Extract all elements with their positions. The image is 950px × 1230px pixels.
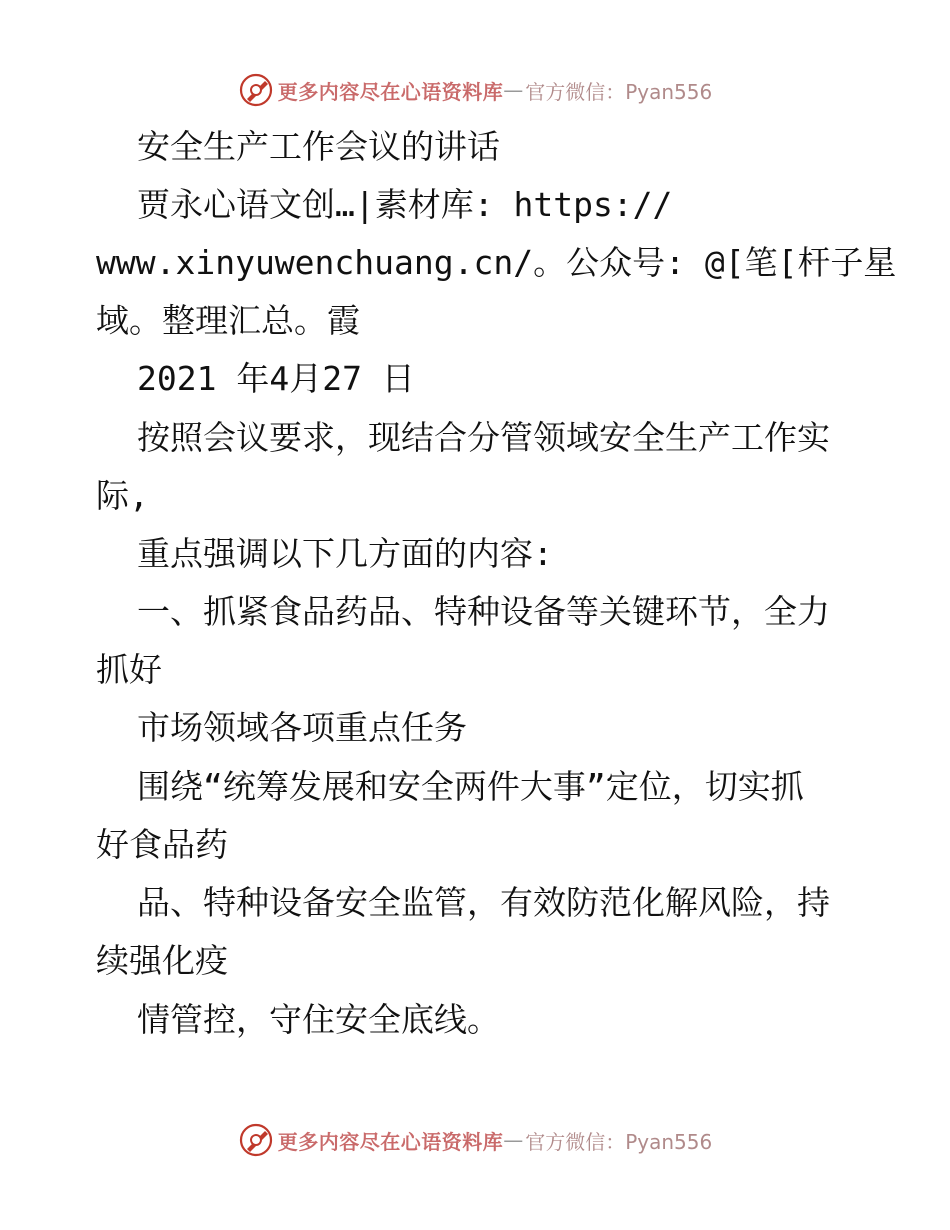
section-heading: 一、抓紧食品药品、特种设备等关键环节，全力 <box>137 592 830 631</box>
text-line: 域。整理汇总。霞 <box>96 301 360 340</box>
banner-wechat-text: 官方微信：Pyan556 <box>525 1129 713 1154</box>
section-heading-cont: 抓好 <box>96 650 162 689</box>
header-banner <box>0 70 950 110</box>
text-line: 续强化疫 <box>96 941 228 980</box>
banner-dash: — <box>503 78 524 102</box>
text-line: 市场领域各项重点任务 <box>137 708 467 747</box>
text-line: 贾永心语文创…|素材库: https:// <box>137 185 673 224</box>
banner-main-text: 更多内容尽在心语资料库 <box>277 79 504 104</box>
text-line: 情管控，守住安全底线。 <box>137 1000 500 1039</box>
banner-wechat-text: 官方微信：Pyan556 <box>525 79 713 104</box>
text-line: 按照会议要求，现结合分管领域安全生产工作实 <box>137 418 830 457</box>
text-line: www.xinyuwenchuang.cn/。公众号: @[笔[杆子星 <box>96 243 897 282</box>
brand-logo-icon <box>238 1122 274 1158</box>
brand-logo-icon <box>238 72 274 108</box>
text-line: 品、特种设备安全监管，有效防范化解风险，持 <box>137 883 830 922</box>
banner-main-text: 更多内容尽在心语资料库 <box>277 1129 504 1154</box>
text-line: 际, <box>96 476 149 515</box>
text-line: 好食品药 <box>96 825 228 864</box>
banner-dash: — <box>503 1128 524 1152</box>
text-line: 重点强调以下几方面的内容: <box>137 534 553 573</box>
document-title: 安全生产工作会议的讲话 <box>137 127 500 166</box>
footer-banner <box>0 1120 950 1160</box>
date-line: 2021 年4月27 日 <box>137 359 415 398</box>
text-line: 围绕“统筹发展和安全两件大事”定位，切实抓 <box>137 767 804 806</box>
